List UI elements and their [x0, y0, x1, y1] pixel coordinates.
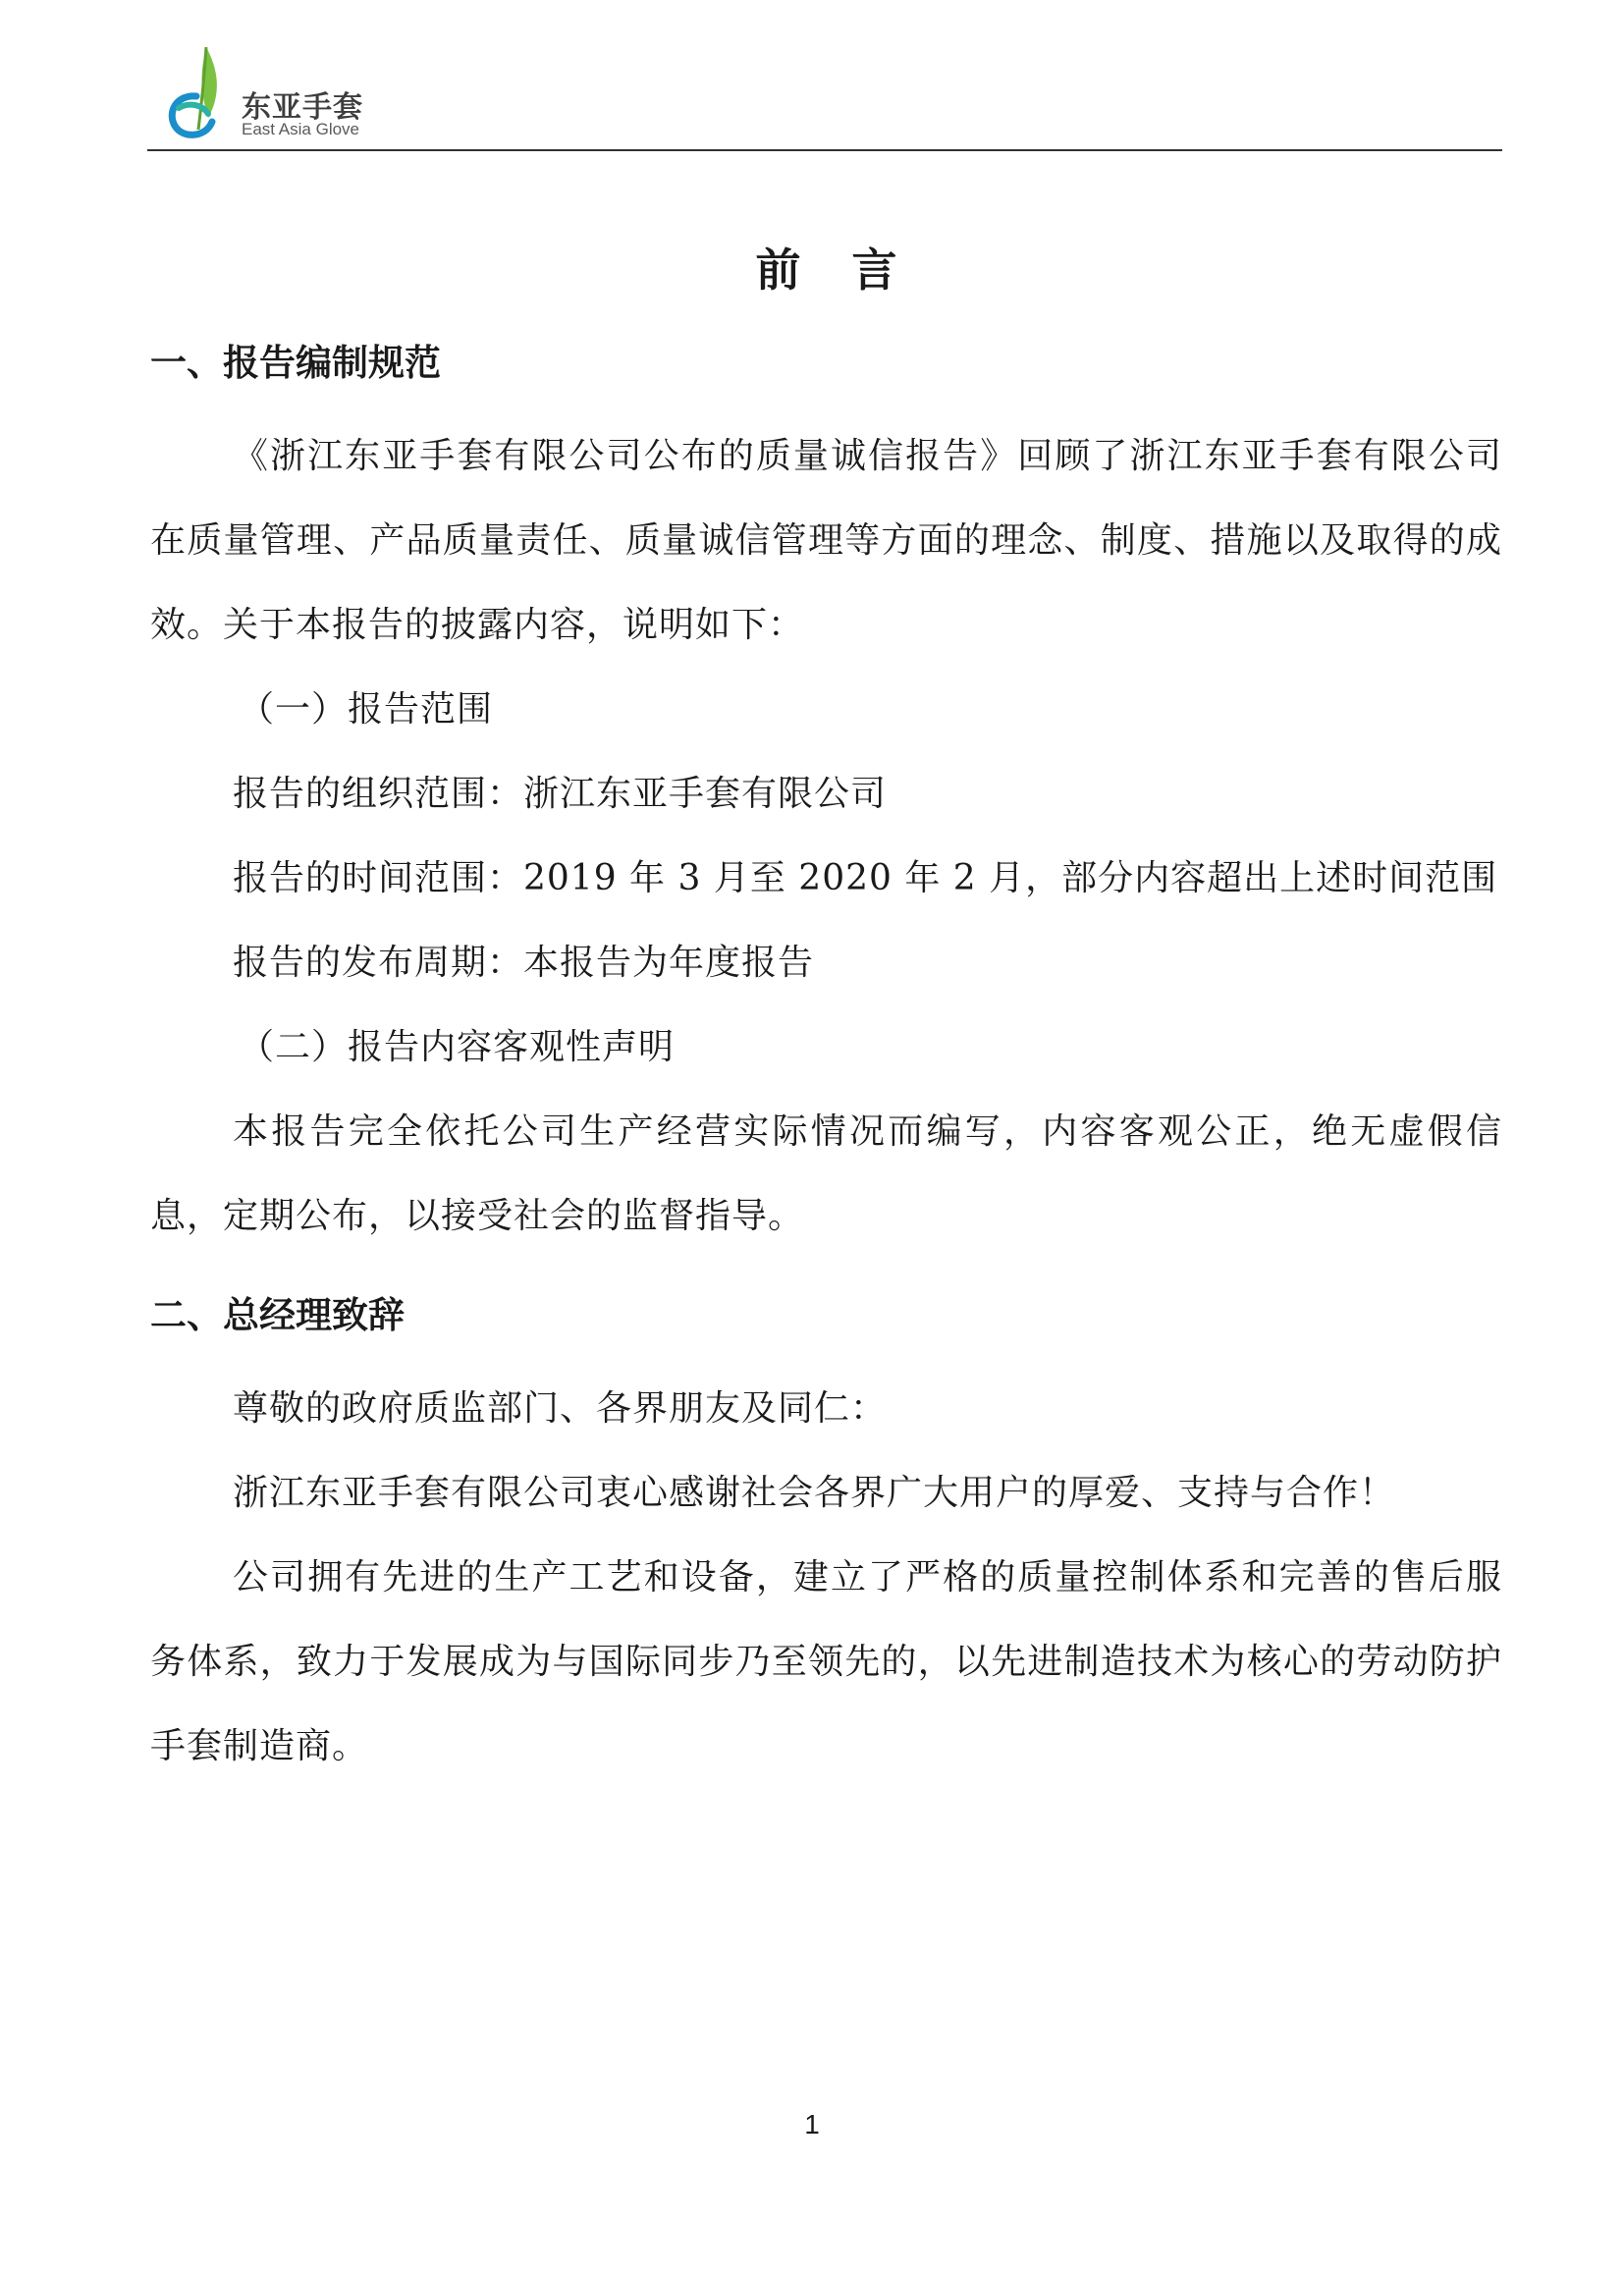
leaf-drop-logo-icon: [159, 39, 238, 147]
paragraph: 尊敬的政府质监部门、各界朋友及同仁：: [233, 1388, 888, 1429]
logo-chinese-name: 东亚手套: [242, 90, 363, 125]
page-number: 1: [804, 2109, 820, 2139]
paragraph: 公司拥有先进的生产工艺和设备，建立了严格的质量控制体系和完善的售后服务体系，致力于发展成为与国际同步乃至领先的，以先进制造技术为核心的劳动防护手套制造商。: [150, 1557, 1502, 1766]
paragraph: 报告的时间范围：2019 年 3 月至 2020 年 2 月，部分内容超出上述时间范围: [233, 858, 1498, 898]
logo-english-name: East Asia Glove: [242, 120, 360, 138]
company-logo: [159, 39, 405, 147]
subheading-objectivity-statement: （二）报告内容客观性声明: [239, 1027, 676, 1067]
paragraph: 报告的发布周期：本报告为年度报告: [233, 943, 815, 983]
header-divider: [147, 149, 1502, 151]
section-heading-gm-address: 二、总经理致辞: [150, 1294, 405, 1336]
paragraph: 浙江东亚手套有限公司衷心感谢社会各界广大用户的厚爱、支持与合作！: [233, 1473, 1396, 1513]
section-heading-report-standards: 一、报告编制规范: [150, 342, 441, 384]
subheading-report-scope: （一）报告范围: [239, 689, 494, 730]
paragraph: 本报告完全依托公司生产经营实际情况而编写，内容客观公正，绝无虚假信息，定期公布，以接受社会的监督指导。: [150, 1111, 1502, 1236]
document-body: [150, 236, 1502, 1789]
page-header: [147, 39, 1502, 152]
paragraph: 《浙江东亚手套有限公司公布的质量诚信报告》回顾了浙江东亚手套有限公司在质量管理、产品质量责任、质量诚信管理等方面的理念、制度、措施以及取得的成效。关于本报告的披露内容，说明如下：: [150, 436, 1502, 645]
page-title: 前言: [755, 244, 948, 297]
paragraph: 报告的组织范围：浙江东亚手套有限公司: [233, 774, 888, 814]
